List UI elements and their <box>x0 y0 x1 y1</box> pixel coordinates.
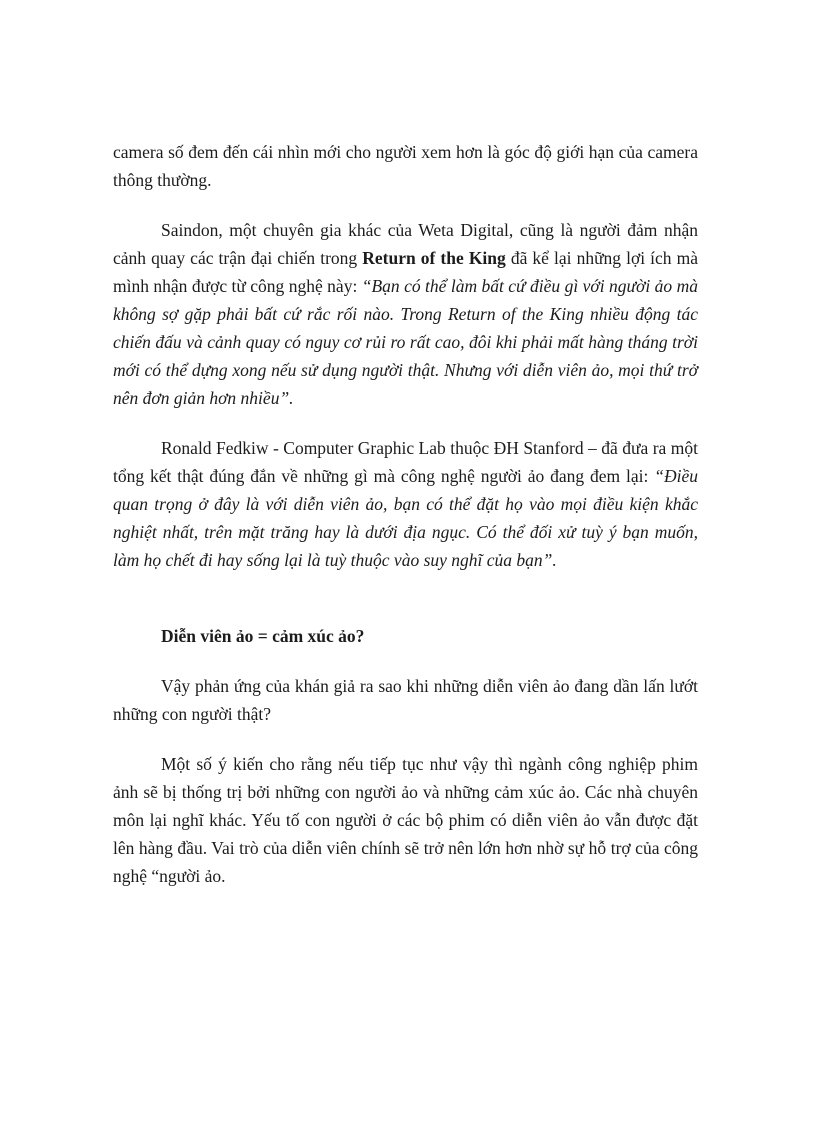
paragraph-fedkiw-quote <box>113 434 698 574</box>
text-column <box>113 138 698 912</box>
text-run-normal: Saindon, một chuyên gia khác của Weta Digital, cũng là người đảm nhận cảnh quay các trận đại chiến trong <box>113 220 698 268</box>
text-run-normal: Ronald Fedkiw - Computer Graphic Lab thuộc ĐH Stanford – đã đưa ra một tổng kết thật đúng đắn về những gì mà công nghệ người ảo đang đem lại: <box>113 438 698 486</box>
text-run-italic: “Điều quan trọng ở đây là với diễn viên ảo, bạn có thể đặt họ vào mọi điều kiện khắc nghiệt nhất, trên mặt trăng hay là dưới địa ngục. Có thể đối xử tuỳ ý bạn muốn, làm họ chết đi hay sống lại là tuỳ thuộc vào suy nghĩ của bạn”. <box>113 466 698 570</box>
text-run-normal: Vậy phản ứng của khán giả ra sao khi những diễn viên ảo đang dần lấn lướt những con người thật? <box>113 676 698 724</box>
text-run-normal: camera số đem đến cái nhìn mới cho người xem hơn là góc độ giới hạn của camera thông thường. <box>113 142 698 190</box>
paragraph-saindon-quote <box>113 216 698 412</box>
paragraph-camera-continuation <box>113 138 698 194</box>
text-run-bold: Return of the King <box>362 248 506 268</box>
text-run-normal: Một số ý kiến cho rằng nếu tiếp tục như vậy thì ngành công nghiệp phim ảnh sẽ bị thống trị bởi những con người ảo và những cảm xúc ảo. Các nhà chuyên môn lại nghĩ khác. Yếu tố con người ở các bộ phim có diễn viên ảo vẫn được đặt lên hàng đầu. Vai trò của diễn viên chính sẽ trở nên lớn hơn nhờ sự hỗ trợ của công nghệ “người ảo. <box>113 754 698 886</box>
section-heading-virtual-actor-virtual-emotion: Diễn viên ảo = cảm xúc ảo? <box>161 626 365 646</box>
text-run-normal: đã kể lại những lợi ích mà mình nhận được từ công nghệ này: <box>113 248 698 296</box>
paragraph-expert-opinion <box>113 750 698 890</box>
paragraph-audience-reaction <box>113 672 698 728</box>
text-run-italic: “Bạn có thể làm bất cứ điều gì với người ảo mà không sợ gặp phải bất cứ rắc rối nào. Trong Return of the King nhiều động tác chiến đấu và cảnh quay có nguy cơ rủi ro rất cao, đôi khi phải mất hàng tháng trời mới có thể dựng xong nếu sử dụng người thật. Nhưng với diễn viên ảo, mọi thứ trở nên đơn giản hơn nhiều”. <box>113 276 698 408</box>
